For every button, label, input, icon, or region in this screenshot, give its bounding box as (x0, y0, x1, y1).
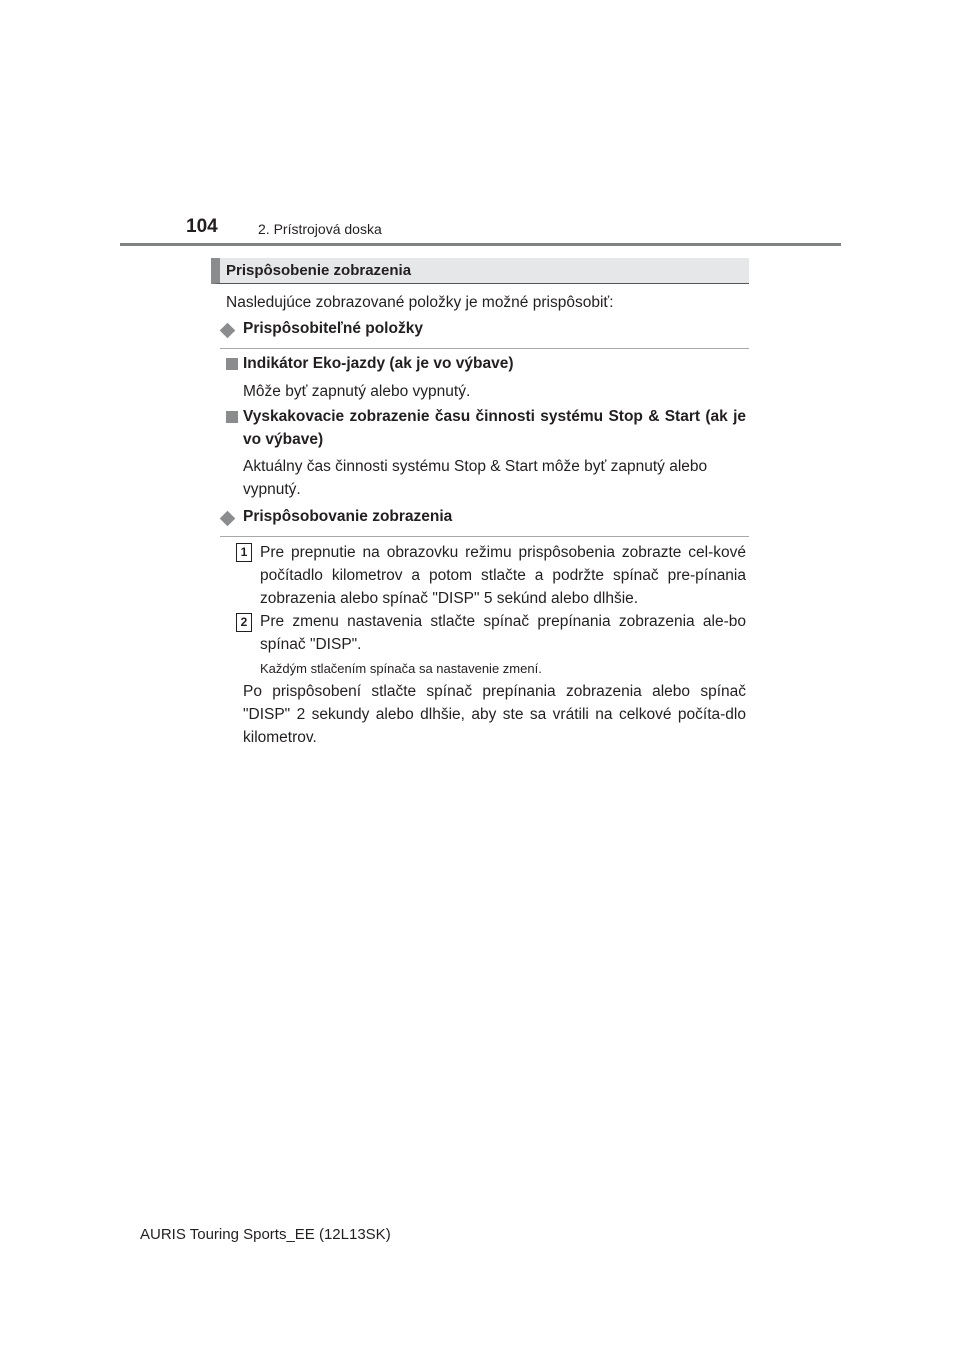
after-text: Po prispôsobení stlačte spínač prepínania zobrazenia alebo spínač "DISP" 2 sekundy alebo dlhšie, aby ste sa vrátili na celkové počíta-dlo kilometrov. (243, 683, 746, 746)
item1-desc: Môže byť zapnutý alebo vypnutý. (243, 383, 471, 400)
item2-desc: Aktuálny čas činnosti systému Stop & Start môže byť zapnutý alebo vypnutý. (243, 458, 708, 498)
section-intro: Nasledujúce zobrazované položky je možné prispôsobiť: (226, 294, 614, 311)
footer-model: AURIS Touring Sports_EE (12L13SK) (140, 1226, 391, 1243)
diamond-icon (220, 323, 236, 339)
customizable-heading (220, 322, 749, 349)
item1-title: Indikátor Eko-jazdy (ak je vo výbave) (243, 355, 514, 372)
customizing-heading (220, 510, 749, 537)
step2-text: Pre zmenu nastavenia stlačte spínač prepínania zobrazenia ale-bo spínač "DISP". (260, 613, 746, 653)
square-bullet-icon (226, 411, 238, 423)
section-title: Prispôsobenie zobrazenia (226, 262, 412, 279)
step-number-1: 1 (236, 543, 252, 562)
item2-title: Vyskakovacie zobrazenie času činnosti systému Stop & Start (ak je vo výbave) (243, 408, 746, 448)
square-bullet-icon (226, 358, 238, 370)
page-number: 104 (186, 216, 218, 237)
step-number-2: 2 (236, 613, 252, 632)
diamond-icon (220, 511, 236, 527)
step1-text: Pre prepnutie na obrazovku režimu prispôsobenia zobrazte cel-kové počítadlo kilometrov a potom stlačte a podržte spínač pre-pínania zobrazenia alebo spínač "DISP" 5 sekúnd alebo dlhšie. (260, 544, 746, 607)
section-title-bar (211, 258, 749, 284)
header-rule (120, 243, 841, 246)
chapter-title: 2. Prístrojová doska (258, 221, 382, 237)
customizing-heading-label: Prispôsobovanie zobrazenia (243, 508, 453, 525)
step-note: Každým stlačením spínača sa nastavenie zmení. (260, 661, 542, 676)
customizable-heading-label: Prispôsobiteľné položky (243, 320, 423, 337)
